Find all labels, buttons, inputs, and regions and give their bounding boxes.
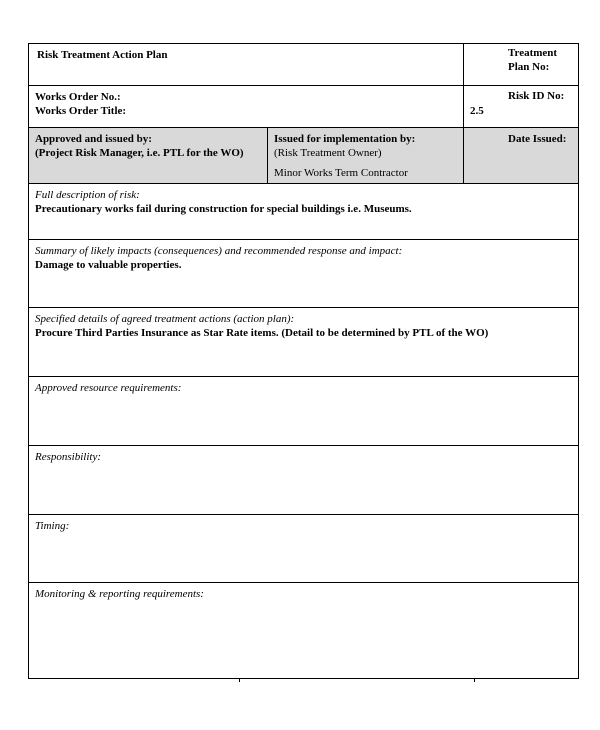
approved-label: Approved and issued by: [35, 133, 152, 145]
risk-treatment-form [28, 43, 579, 679]
works-order-title-label: Works Order Title: [35, 105, 127, 117]
section-impacts [29, 240, 579, 308]
works-order-cell [29, 86, 464, 128]
approved-cell [29, 128, 268, 184]
issued-value: (Risk Treatment Owner) [274, 147, 382, 159]
risk-id-value: 2.5 [470, 105, 484, 117]
section-label: Specified details of agreed treatment actions (action plan): [35, 313, 295, 325]
section-label: Full description of risk: [35, 189, 140, 201]
section-label: Timing: [35, 520, 70, 532]
risk-id-label: Risk ID No: [508, 90, 565, 102]
section-label: Approved resource requirements: [35, 382, 182, 394]
section-value: Precautionary works fail during construction for special buildings i.e. Museums. [35, 203, 412, 215]
section-responsibility [29, 446, 579, 515]
form-title: Risk Treatment Action Plan [29, 44, 464, 86]
treatment-plan-label: Treatment Plan No: [508, 47, 558, 73]
column-tick-left [239, 679, 240, 682]
date-issued-label: Date Issued: [508, 133, 567, 145]
column-tick-right [474, 679, 475, 682]
section-label: Responsibility: [35, 451, 101, 463]
risk-id-cell [464, 86, 579, 128]
section-label: Summary of likely impacts (consequences) and recommended response and impact: [35, 245, 403, 257]
issued-label: Issued for implementation by: [274, 133, 416, 145]
section-monitoring [29, 583, 579, 679]
section-resources [29, 377, 579, 446]
section-value: Damage to valuable properties. [35, 259, 182, 271]
section-value: Procure Third Parties Insurance as Star Rate items. (Detail to be determined by PTL of the WO) [35, 327, 489, 339]
approved-value: (Project Risk Manager, i.e. PTL for the WO) [35, 147, 244, 159]
issued-cell [268, 128, 464, 184]
section-label: Monitoring & reporting requirements: [35, 588, 204, 600]
date-issued-cell [464, 128, 579, 184]
section-timing [29, 515, 579, 583]
section-action-plan [29, 308, 579, 377]
treatment-plan-cell [464, 44, 579, 86]
issued-contractor: Minor Works Term Contractor [274, 167, 408, 179]
works-order-no-label: Works Order No.: [35, 91, 121, 103]
section-risk-description [29, 184, 579, 240]
